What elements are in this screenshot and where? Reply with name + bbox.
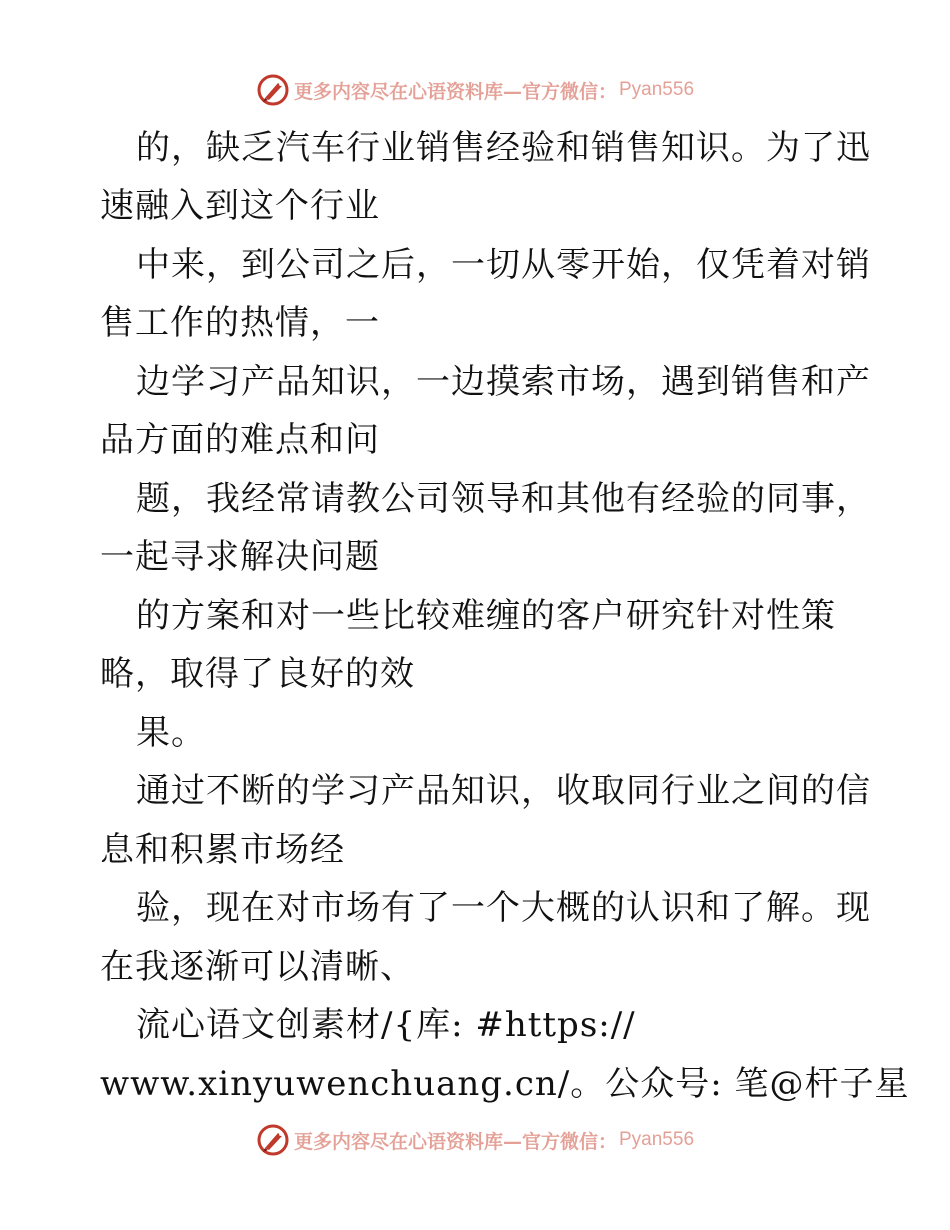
header-watermark-banner — [0, 70, 950, 110]
pen-logo-icon — [256, 1123, 290, 1157]
text-line: 边学习产品知识，一边摸索市场，遇到销售和产 — [136, 362, 871, 402]
header-watermark-text: 更多内容尽在心语资料库—官方微信： — [293, 80, 617, 103]
footer-watermark-banner — [0, 1120, 950, 1160]
pen-logo-icon — [256, 73, 290, 107]
text-line: 售工作的热情，一 — [100, 303, 380, 343]
text-line: 一起寻求解决问题 — [100, 537, 380, 577]
text-line: 的，缺乏汽车行业销售经验和销售知识。为了迅 — [136, 128, 871, 168]
text-line: 略，取得了良好的效 — [100, 654, 415, 694]
text-line: 通过不断的学习产品知识，收取同行业之间的信 — [136, 771, 871, 811]
text-line: 在我逐渐可以清晰、 — [100, 947, 415, 987]
text-line: 息和积累市场经 — [100, 830, 345, 870]
footer-watermark-text: 更多内容尽在心语资料库—官方微信： — [293, 1130, 617, 1153]
text-line: 流心语文创素材/{库: #https:// — [136, 1005, 636, 1045]
text-line: 验，现在对市场有了一个大概的认识和了解。现 — [136, 888, 871, 928]
text-line: 果。 — [136, 713, 206, 753]
text-line: 品方面的难点和问 — [100, 420, 380, 460]
text-line: 中来，到公司之后，一切从零开始，仅凭着对销 — [136, 245, 871, 285]
text-line: 题，我经常请教公司领导和其他有经验的同事， — [136, 479, 871, 519]
text-line: 速融入到这个行业 — [100, 186, 380, 226]
text-line: www.xinyuwenchuang.cn/。公众号: 笔@杆子星 — [100, 1064, 910, 1104]
text-line: 的方案和对一些比较难缠的客户研究针对性策 — [136, 596, 836, 636]
footer-wechat-id: Pyan556 — [619, 1129, 695, 1150]
header-wechat-id: Pyan556 — [619, 79, 695, 100]
